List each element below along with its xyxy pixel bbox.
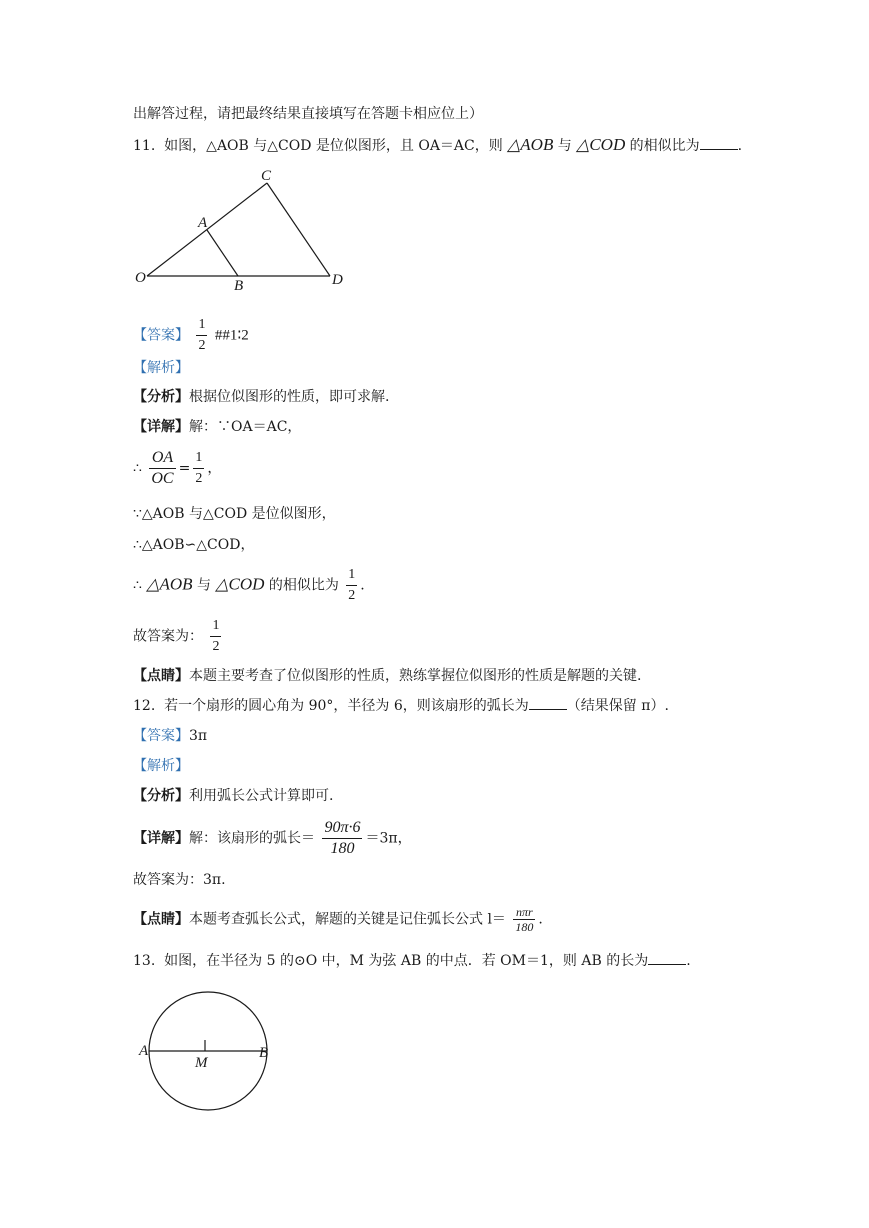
frac-den: 2: [195, 471, 203, 486]
equals: =: [178, 460, 191, 477]
half-fraction: [193, 448, 204, 489]
dianjing-text: 本题主要考查了位似图形的性质，熟练掌握位似图形的性质是解题的关键.: [189, 668, 642, 684]
q12-text-a: 若一个扇形的圆心角为 90°，半径为 6，则该扇形的弧长为: [164, 698, 529, 714]
period: .: [538, 911, 543, 928]
xiangjie-tag: 【详解】: [133, 419, 189, 435]
tri-cod: △COD: [215, 574, 265, 594]
q13-number: 13.: [133, 953, 156, 969]
fenxi-tag: 【分析】: [133, 788, 189, 804]
answer-tag: 【答案】: [133, 728, 189, 744]
xiangjie-tag: 【详解】: [133, 830, 189, 847]
q11-step3: ∴△AOB∽△COD，: [133, 537, 255, 553]
answer-value: 3π: [189, 728, 208, 744]
frac-num: 1: [196, 315, 207, 336]
q11-text-c: 的相似比为: [629, 138, 700, 154]
final-text: 故答案为：: [133, 628, 203, 645]
frac-den: 180: [515, 920, 534, 934]
ratio-fraction: [346, 565, 357, 606]
formula-fraction: [513, 905, 535, 934]
q13-end: .: [686, 953, 691, 969]
q12-xiangjie: [133, 818, 412, 859]
oa-oc-fraction: [149, 448, 175, 489]
xiangjie-result: ＝3π，: [365, 830, 412, 847]
q12-dianjing: [133, 905, 543, 934]
fenxi-text: 根据位似图形的性质，即可求解.: [189, 389, 390, 405]
q11-tri1: △AOB: [507, 135, 554, 154]
xiangjie-text: 解：该扇形的弧长＝: [189, 830, 315, 847]
q11-final: [133, 616, 224, 657]
q13-text-a: 如图，在半径为 5 的⊙O 中，M 为弦 AB 的中点．若 OM＝1，则 AB 的长为: [164, 953, 649, 969]
comma: ，: [207, 460, 222, 477]
label-c: C: [261, 168, 272, 184]
dianjing-tag: 【点睛】: [133, 911, 189, 928]
q11-text-b: 与: [557, 138, 572, 154]
q11-number: 11.: [133, 138, 156, 154]
xiangjie-text: 解：∵OA＝AC，: [189, 419, 302, 435]
q11-end: .: [737, 138, 743, 154]
label-d: D: [332, 272, 343, 288]
therefore: ∴: [133, 460, 142, 477]
dianjing-text: 本题考查弧长公式，解题的关键是记住弧长公式 l＝: [189, 911, 506, 928]
q11-triangle-figure: [125, 165, 355, 300]
q11-step2: ∵△AOB 与△COD 是位似图形，: [133, 506, 336, 522]
frac-num: nπr: [513, 905, 535, 920]
frac-num: OA: [149, 448, 175, 469]
q11-step1: [133, 448, 221, 489]
label-o: O: [135, 270, 146, 286]
segment-ab: [207, 230, 238, 276]
label-a: A: [198, 215, 208, 231]
label-b: B: [259, 1045, 269, 1061]
q11-answer: [133, 315, 249, 356]
q13-stem: [133, 951, 691, 971]
q12-final: 故答案为：3π.: [133, 872, 226, 888]
q11-fenxi: [133, 387, 389, 407]
frac-num: 1: [193, 448, 204, 469]
frac-den: 2: [348, 588, 356, 603]
fenxi-text: 利用弧长公式计算即可.: [189, 788, 334, 804]
q12-stem: [133, 696, 669, 716]
segment-cd: [267, 183, 330, 276]
label-b: B: [234, 278, 244, 294]
ratio-text: 的相似比为: [268, 577, 339, 594]
answer-blank: [700, 137, 738, 150]
intro-line: 出解答过程，请把最终结果直接填写在答题卡相应位上）: [133, 106, 483, 122]
answer-blank: [529, 697, 567, 710]
frac-num: 1: [346, 565, 357, 586]
fenxi-tag: 【分析】: [133, 389, 189, 405]
q12-text-b: （结果保留 π）.: [566, 698, 669, 714]
frac-den: 180: [330, 840, 355, 857]
analysis-tag: 【解析】: [133, 758, 189, 774]
q11-dianjing: [133, 666, 641, 686]
label-a: A: [139, 1043, 149, 1059]
answer-fraction: [196, 315, 207, 356]
tri-aob: △AOB: [146, 574, 193, 594]
q12-fenxi: [133, 786, 333, 806]
q12-number: 12.: [133, 698, 156, 714]
frac-den: 2: [198, 338, 206, 353]
period: .: [360, 577, 365, 594]
q11-xiangjie: [133, 417, 301, 437]
q11-stem: [133, 135, 742, 156]
q11-tri2: △COD: [576, 135, 626, 154]
dianjing-tag: 【点睛】: [133, 668, 189, 684]
frac-den: OC: [151, 470, 174, 487]
and-text: 与: [196, 577, 211, 594]
q13-circle-figure: [132, 985, 282, 1115]
arc-fraction: [322, 818, 362, 859]
frac-den: 2: [212, 639, 220, 654]
analysis-tag: 【解析】: [133, 360, 189, 376]
answer-tag: 【答案】: [133, 327, 189, 344]
frac-num: 90π·6: [322, 818, 362, 839]
frac-num: 1: [210, 616, 221, 637]
q11-text-a: 如图，△AOB 与△COD 是位似图形，且 OA＝AC，则: [164, 138, 503, 154]
answer-alt: ##1∶2: [214, 327, 249, 344]
q11-step4: [133, 565, 365, 606]
q12-answer: [133, 726, 207, 746]
therefore: ∴: [133, 577, 142, 594]
label-m: M: [195, 1055, 208, 1071]
answer-blank: [648, 952, 686, 965]
final-fraction: [210, 616, 221, 657]
